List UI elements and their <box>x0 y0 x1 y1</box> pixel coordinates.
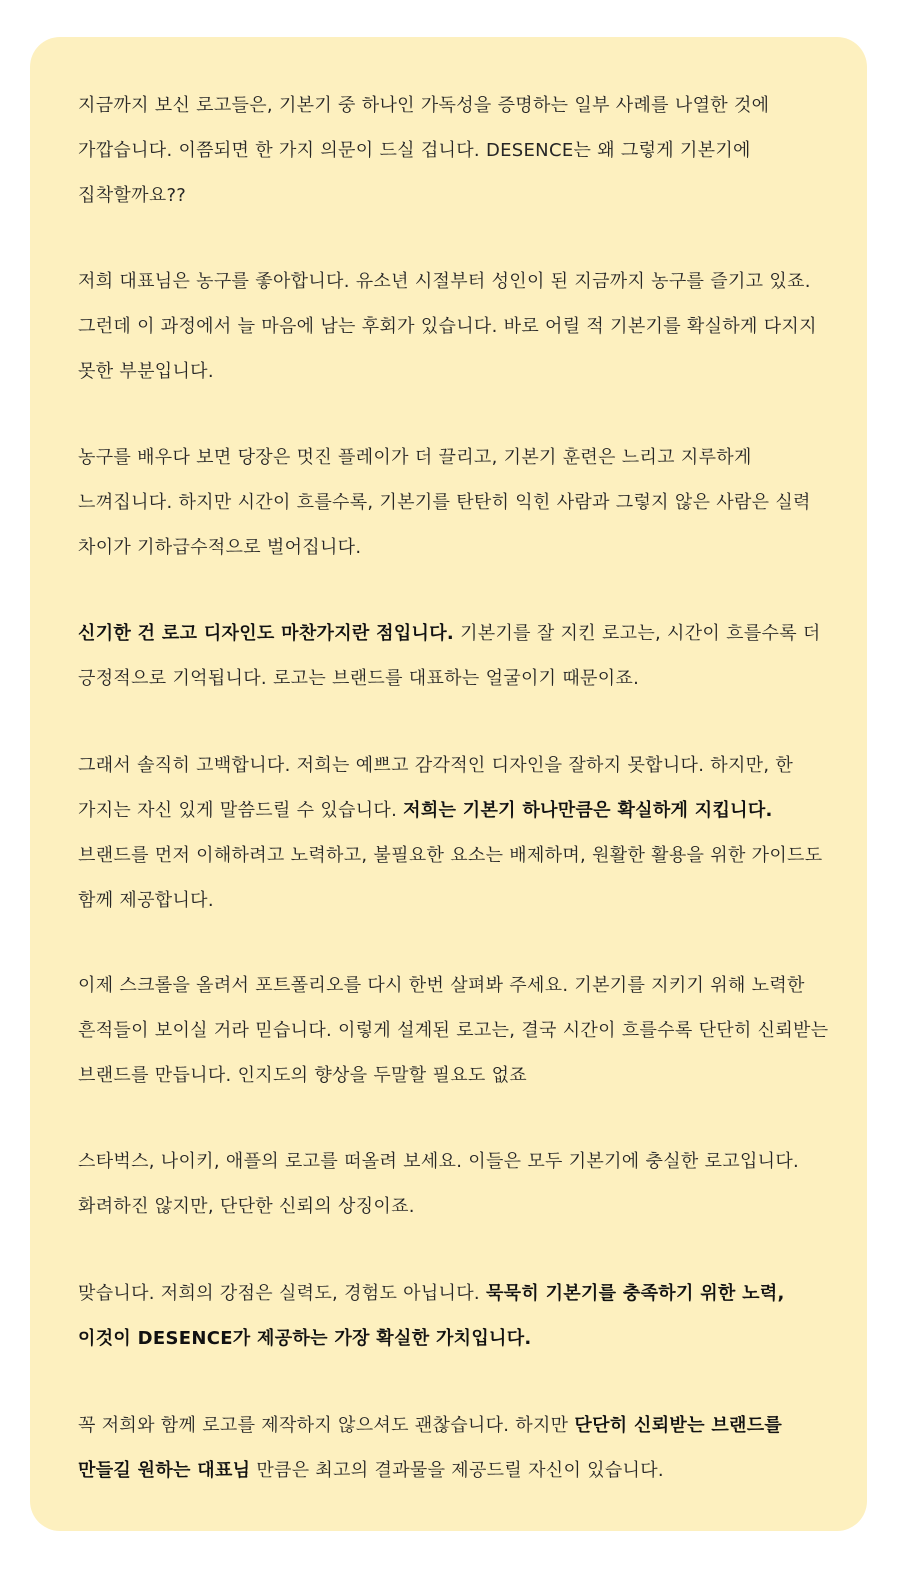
paragraph-legibility-intro <box>78 83 837 218</box>
paragraph-text: 스타벅스, 나이키, 애플의 로고를 떠올려 보세요. 이들은 모두 기본기에 충실한 로고입니다. 화려하진 않지만, 단단한 신뢰의 상징이죠. <box>78 1151 800 1217</box>
emphasis-text: 단단히 신뢰받는 브랜드를 만들길 원하는 대표님 <box>78 1415 783 1481</box>
emphasis-text: 신기한 건 로고 디자인도 마찬가지란 점입니다. <box>78 623 455 644</box>
emphasis-text: 저희는 기본기 하나만큼은 확실하게 지킵니다. <box>403 800 773 821</box>
paragraph-text: 그래서 솔직히 고백합니다. 저희는 예쁘고 감각적인 디자인을 잘하지 못합니다. 하지만, 한 가지는 자신 있게 말씀드릴 수 있습니다. <box>78 755 794 821</box>
paragraph-brand-examples <box>78 1139 837 1229</box>
content-card <box>30 37 867 1531</box>
paragraph-text: 저희 대표님은 농구를 좋아합니다. 유소년 시절부터 성인이 된 지금까지 농구를 즐기고 있죠. 그런데 이 과정에서 늘 마음에 남는 후회가 있습니다. 바로 어릴 적 기본기를 확실하게 다지지 못한 부분입니다. <box>78 271 817 382</box>
paragraph-basketball-story <box>78 259 837 394</box>
paragraph-logo-design <box>78 611 837 701</box>
paragraph-text: 만큼은 최고의 결과물을 제공드릴 자신이 있습니다. <box>250 1460 664 1481</box>
paragraph-basics-gap <box>78 435 837 570</box>
emphasis-text: 묵묵히 기본기를 충족하기 위한 노력, 이것이 DESENCE가 제공하는 가장 확실한 가치입니다. <box>78 1283 785 1349</box>
paragraph-core-value <box>78 1271 837 1361</box>
paragraph-confession <box>78 743 837 923</box>
paragraph-portfolio-review <box>78 963 837 1098</box>
paragraph-text: 농구를 배우다 보면 당장은 멋진 플레이가 더 끌리고, 기본기 훈련은 느리고 지루하게 느껴집니다. 하지만 시간이 흐를수록, 기본기를 탄탄히 익힌 사람과 그렇지 않은 사람은 실력 차이가 기하급수적으로 벌어집니다. <box>78 447 811 558</box>
paragraph-text: 지금까지 보신 로고들은, 기본기 중 하나인 가독성을 증명하는 일부 사례를 나열한 것에 가깝습니다. 이쯤되면 한 가지 의문이 드실 겁니다. DESENCE는 왜 그렇게 기본기에 집착할까요?? <box>78 95 770 206</box>
paragraph-text: 꼭 저희와 함께 로고를 제작하지 않으셔도 괜찮습니다. 하지만 <box>78 1415 575 1436</box>
paragraph-text: 브랜드를 먼저 이해하려고 노력하고, 불필요한 요소는 배제하며, 원활한 활용을 위한 가이드도 함께 제공합니다. <box>78 845 823 911</box>
paragraph-text: 이제 스크롤을 올려서 포트폴리오를 다시 한번 살펴봐 주세요. 기본기를 지키기 위해 노력한 흔적들이 보이실 거라 믿습니다. 이렇게 설계된 로고는, 결국 시간이 흐를수록 단단히 신뢰받는 브랜드를 만듭니다. 인지도의 향상을 두말할 필요도 없죠 <box>78 975 829 1086</box>
paragraph-text: 맞습니다. 저희의 강점은 실력도, 경험도 아닙니다. <box>78 1283 486 1304</box>
paragraph-closing <box>78 1403 837 1493</box>
paragraph-text: 기본기를 잘 지킨 로고는, 시간이 흐를수록 더 긍정적으로 기억됩니다. 로고는 브랜드를 대표하는 얼굴이기 때문이죠. <box>78 623 821 689</box>
